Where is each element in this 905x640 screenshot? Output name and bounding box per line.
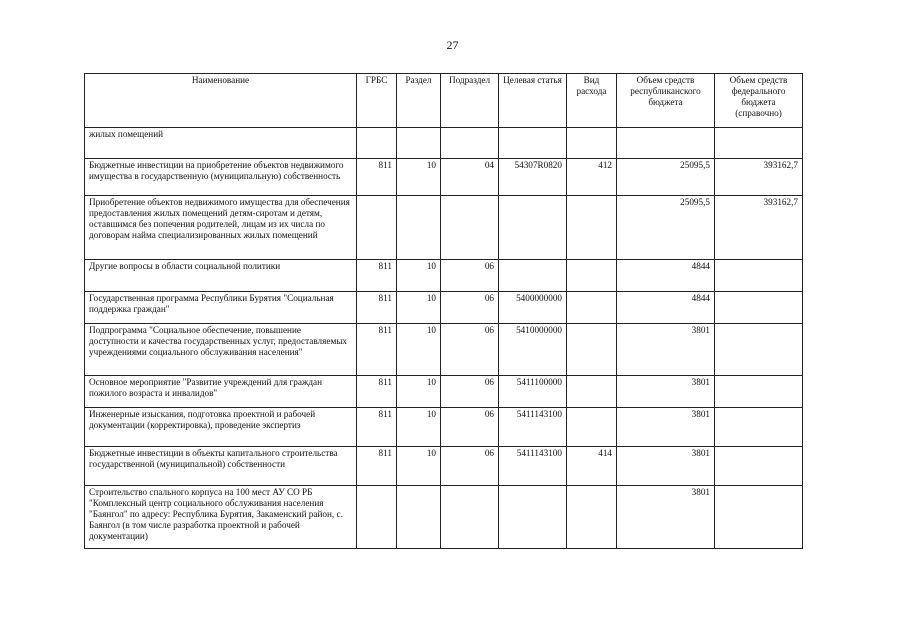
- cell-subsection: [441, 486, 499, 549]
- cell-name: Бюджетные инвестиции на приобретение объектов недвижимого имущества в государственную (муниципальную) собственность: [85, 159, 357, 196]
- table-row: [85, 128, 803, 159]
- cell-grbs: 811: [357, 324, 397, 376]
- cell-federal-budget: [715, 292, 803, 324]
- cell-target-article: 5411143100: [499, 447, 567, 486]
- cell-grbs: 811: [357, 292, 397, 324]
- cell-section: [397, 486, 441, 549]
- cell-target-article: [499, 260, 567, 292]
- cell-republic-budget: 3801: [617, 408, 715, 447]
- table-row: [85, 408, 803, 447]
- cell-republic-budget: 3801: [617, 447, 715, 486]
- table-row: [85, 260, 803, 292]
- cell-republic-budget: 4844: [617, 260, 715, 292]
- cell-expense-type: [567, 128, 617, 159]
- cell-target-article: 54307R0820: [499, 159, 567, 196]
- cell-subsection: 06: [441, 408, 499, 447]
- cell-federal-budget: [715, 447, 803, 486]
- budget-table: [84, 73, 803, 549]
- cell-section: 10: [397, 408, 441, 447]
- cell-section: [397, 196, 441, 260]
- cell-subsection: [441, 128, 499, 159]
- cell-federal-budget: [715, 128, 803, 159]
- cell-federal-budget: [715, 324, 803, 376]
- table-row: [85, 324, 803, 376]
- cell-section: 10: [397, 447, 441, 486]
- cell-section: [397, 128, 441, 159]
- cell-subsection: 06: [441, 376, 499, 408]
- page-number: 27: [446, 38, 459, 52]
- header-republic-budget: Объем средств республиканского бюджета: [617, 74, 715, 128]
- cell-expense-type: 414: [567, 447, 617, 486]
- cell-republic-budget: [617, 128, 715, 159]
- header-expense-type: Вид расхода: [567, 74, 617, 128]
- cell-federal-budget: 393162,7: [715, 196, 803, 260]
- cell-federal-budget: [715, 408, 803, 447]
- cell-target-article: 5411100000: [499, 376, 567, 408]
- cell-grbs: 811: [357, 159, 397, 196]
- cell-target-article: [499, 128, 567, 159]
- cell-grbs: [357, 486, 397, 549]
- cell-subsection: 04: [441, 159, 499, 196]
- cell-subsection: 06: [441, 447, 499, 486]
- cell-grbs: 811: [357, 447, 397, 486]
- cell-section: 10: [397, 292, 441, 324]
- cell-expense-type: [567, 408, 617, 447]
- cell-federal-budget: [715, 486, 803, 549]
- cell-grbs: [357, 196, 397, 260]
- table-row: [85, 159, 803, 196]
- cell-target-article: [499, 196, 567, 260]
- cell-grbs: [357, 128, 397, 159]
- cell-target-article: 5400000000: [499, 292, 567, 324]
- cell-expense-type: [567, 486, 617, 549]
- cell-republic-budget: 25095,5: [617, 159, 715, 196]
- table-row: [85, 196, 803, 260]
- cell-republic-budget: 4844: [617, 292, 715, 324]
- cell-subsection: [441, 196, 499, 260]
- cell-name: Основное мероприятие "Развитие учреждений для граждан пожилого возраста и инвалидов": [85, 376, 357, 408]
- cell-name: Бюджетные инвестиции в объекты капитального строительства государственной (муниципальной) собственности: [85, 447, 357, 486]
- cell-name: Другие вопросы в области социальной политики: [85, 260, 357, 292]
- header-name: Наименование: [85, 74, 357, 128]
- table-row: [85, 292, 803, 324]
- cell-target-article: 5410000000: [499, 324, 567, 376]
- table-row: [85, 447, 803, 486]
- cell-republic-budget: 3801: [617, 486, 715, 549]
- cell-name: Инженерные изыскания, подготовка проектной и рабочей документации (корректировка), проведение экспертиз: [85, 408, 357, 447]
- cell-expense-type: 412: [567, 159, 617, 196]
- table-row: [85, 486, 803, 549]
- cell-expense-type: [567, 196, 617, 260]
- cell-expense-type: [567, 292, 617, 324]
- header-federal-budget: Объем средств федерального бюджета (справочно): [715, 74, 803, 128]
- table-row: [85, 376, 803, 408]
- cell-grbs: 811: [357, 376, 397, 408]
- cell-grbs: 811: [357, 260, 397, 292]
- cell-republic-budget: 3801: [617, 376, 715, 408]
- cell-republic-budget: 3801: [617, 324, 715, 376]
- cell-federal-budget: [715, 260, 803, 292]
- cell-section: 10: [397, 324, 441, 376]
- cell-subsection: 06: [441, 292, 499, 324]
- cell-subsection: 06: [441, 260, 499, 292]
- cell-expense-type: [567, 376, 617, 408]
- cell-expense-type: [567, 260, 617, 292]
- cell-target-article: [499, 486, 567, 549]
- cell-target-article: 5411143100: [499, 408, 567, 447]
- cell-section: 10: [397, 260, 441, 292]
- cell-subsection: 06: [441, 324, 499, 376]
- cell-republic-budget: 25095,5: [617, 196, 715, 260]
- header-section: Раздел: [397, 74, 441, 128]
- cell-section: 10: [397, 376, 441, 408]
- cell-name: жилых помещений: [85, 128, 357, 159]
- cell-name: Строительство спального корпуса на 100 мест АУ СО РБ "Комплексный центр социального обслуживания населения "Баянгол" по адресу: Республика Бурятия, Закаменский район, с. Баянгол (в том числе разработка проектной и рабочей документации): [85, 486, 357, 549]
- header-target-article: Целевая статья: [499, 74, 567, 128]
- cell-name: Государственная программа Республики Бурятия "Социальная поддержка граждан": [85, 292, 357, 324]
- cell-federal-budget: 393162,7: [715, 159, 803, 196]
- cell-name: Подпрограмма "Социальное обеспечение, повышение доступности и качества государственных услуг, предоставляемых учреждениями социального обслуживания населения": [85, 324, 357, 376]
- header-subsection: Подраздел: [441, 74, 499, 128]
- cell-expense-type: [567, 324, 617, 376]
- header-grbs: ГРБС: [357, 74, 397, 128]
- header-row: [85, 74, 803, 128]
- cell-grbs: 811: [357, 408, 397, 447]
- cell-federal-budget: [715, 376, 803, 408]
- cell-name: Приобретение объектов недвижимого имущества для обеспечения предоставления жилых помещений детям-сиротам и детям, оставшимся без попечения родителей, лицам из их числа по договорам найма специализированных жилых помещений: [85, 196, 357, 260]
- cell-section: 10: [397, 159, 441, 196]
